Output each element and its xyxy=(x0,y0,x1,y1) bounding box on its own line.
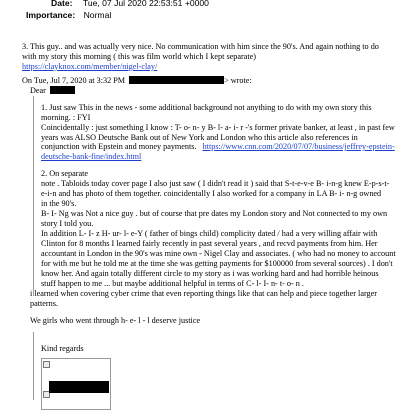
q1-line-4: years was ALSO Deutsche Bank out of New York and London who this article also references in xyxy=(41,133,358,142)
signature-quote-bar xyxy=(33,332,34,400)
q1-line-1: 1. Just saw This in the news - some additional background not anything to do with my own story this xyxy=(41,103,372,112)
date-label: Date: xyxy=(51,0,73,8)
q2-line-6: story I told you. xyxy=(41,219,94,228)
quote-bar xyxy=(33,96,34,296)
dear-line xyxy=(30,86,75,96)
importance-row xyxy=(26,10,111,20)
reply-attribution xyxy=(22,76,252,86)
q1-line-3: Coincidentally : just something I know : T- o- n- y B- l- a- i- r -'s former private banker, at least , in past few xyxy=(41,123,395,132)
q2-line-5: B- I- Ng was Not a nice guy . but of course that pre dates my London story and Not connected to my own xyxy=(41,209,388,218)
reply-wrote: > wrote: xyxy=(224,76,252,85)
q2-line-2: note . Tabloids today cover page I also just saw ( I didn't read it ) said that S-t-e-v-e B- i-n-g knew E-p-s-t- xyxy=(41,179,390,188)
importance-value: Normal xyxy=(83,10,112,20)
dear-text: Dear xyxy=(30,86,46,95)
q1-line-5 xyxy=(41,142,395,152)
q2-line-8: Clinton for 8 months I learned fairly recently in past several years , and recvd payments from him. Her xyxy=(41,239,378,248)
q2-line-10: for with me but he told me at the time she was getting payments for $100000 from several sources) . I don't xyxy=(41,259,393,268)
learned-line-2: patterns. xyxy=(30,299,58,308)
reply-date: On Tue, Jul 7, 2020 at 3:32 PM xyxy=(22,76,126,85)
q2-line-1: 2. On separate xyxy=(41,169,89,178)
q2-line-4: in the 90's. xyxy=(41,199,77,208)
redaction-signature xyxy=(49,381,109,393)
q1-line-2: morning. : FYI xyxy=(41,113,91,122)
cnn-article-link[interactable]: https://www.cnn.com/2020/07/07/business/jeffrey-epstein- xyxy=(202,142,395,151)
q2-line-9: accountant in London in the 90's was mine own - Nigel Clay and associates. ( who had no money to account xyxy=(41,249,396,258)
q1-line-5-text: conjunction with Epstein and money payments. xyxy=(41,142,197,151)
we-girls-line: We girls who went through h- e- l - l deserve justice xyxy=(30,316,201,325)
q2-line-7: In addition L- I- z H- ur- l- e-Y ( father of bings child) complicity dated / had a very willing affair with xyxy=(41,229,378,238)
item3-line-2: with my story this morning ( this was film world which I kept separate) xyxy=(22,52,256,61)
q2-line-12: stuff happen to me ... but maybe additional helpful in terms of C- l- I- n- t- o- n . xyxy=(41,279,304,288)
importance-label: Importance: xyxy=(26,10,76,20)
learned-line-1: i learned when covering cyber crime that even reporting things like that can help and piece together larger xyxy=(30,289,377,298)
item3-link[interactable]: https://clayknox.com/member/nigel-clay/ xyxy=(22,62,158,71)
item3-line-1: 3. This guy.. and was actually very nice. No communication with him since the 90's. And again nothing to do xyxy=(22,42,379,51)
redaction-recipient xyxy=(50,86,75,94)
q2-line-3: e-i-n and has photo of them together. coincidentally I also worked for a company in LA B- i- n-g owned xyxy=(41,189,382,198)
date-row xyxy=(51,0,209,8)
kind-regards: Kind regards xyxy=(41,344,84,353)
date-value: Tue, 07 Jul 2020 22:53:51 +0000 xyxy=(82,0,209,8)
redaction-sender xyxy=(129,76,224,84)
q2-line-11: know her. And again totally different circle to my story as i was working hard and had horrible heinous xyxy=(41,269,379,278)
broken-image-icon xyxy=(43,361,50,368)
cnn-article-link-cont[interactable]: deutsche-bank-fine/index.html xyxy=(41,152,142,161)
